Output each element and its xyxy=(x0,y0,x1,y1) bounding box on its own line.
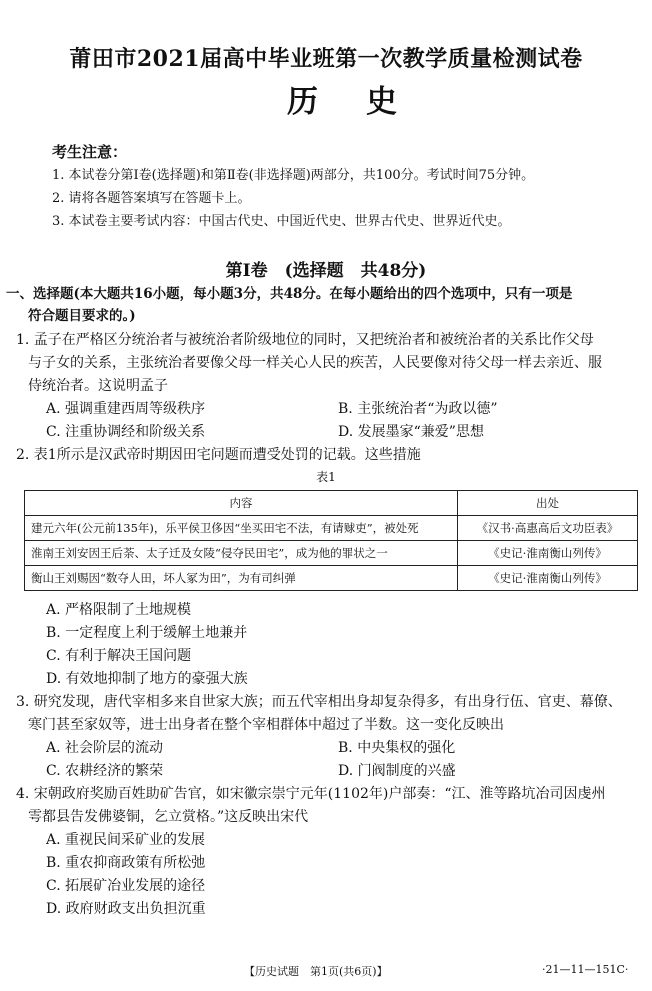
question-stem: 2. 表1所示是汉武帝时期因田宅问题而遭受处罚的记载。这些措施 xyxy=(16,447,421,463)
question-stem: 与子女的关系，主张统治者要像父母一样关心人民的疾苦，人民要像对待父母一样去亲近、服 xyxy=(28,355,602,371)
table-row xyxy=(25,516,638,541)
section-title: 第Ⅰ卷 (选择题 共48分) xyxy=(225,261,427,281)
question-stem: 寒门甚至家奴等，进士出身者在整个宰相群体中超过了半数。这一变化反映出 xyxy=(28,717,504,733)
table-cell: 建元六年(公元前135年)，乐平侯卫侈因“坐买田宅不法，有请赇吏”，被处死 xyxy=(25,516,458,541)
notes-heading: 考生注意： xyxy=(52,143,128,161)
record-table xyxy=(24,490,638,591)
table-cell: 《史记·淮南衡山列传》 xyxy=(458,541,638,566)
question-stem: 1. 孟子在严格区分统治者与被统治者阶级地位的同时，又把统治者和被统治者的关系比作父母 xyxy=(16,332,594,348)
table-header: 内容 xyxy=(25,491,458,516)
table-header-row xyxy=(25,491,638,516)
section-instruction: 符合题目要求的。) xyxy=(28,308,136,324)
table-cell: 淮南王刘安因王后荼、太子迁及女陵“侵夺民田宅”，成为他的罪状之一 xyxy=(25,541,458,566)
option-d: D. 门阀制度的兴盛 xyxy=(338,763,456,779)
option-c: C. 注重协调经和阶级关系 xyxy=(46,424,206,440)
exam-title: 莆田市2021届高中毕业班第一次教学质量检测试卷 xyxy=(69,46,583,72)
note-item: 1. 本试卷分第Ⅰ卷(选择题)和第Ⅱ卷(非选择题)两部分，共100分。考试时间75分钟。 xyxy=(52,168,535,183)
section-instruction: 一、选择题(本大题共16小题，每小题3分，共48分。在每小题给出的四个选项中，只有一项是 xyxy=(6,286,573,302)
question-stem: 4. 宋朝政府奖励百姓助矿告官，如宋徽宗崇宁元年(1102年)户部奏：“江、淮等路坑冶司因虔州 xyxy=(16,786,606,802)
table-header: 出处 xyxy=(458,491,638,516)
option-d: D. 发展墨家“兼爱”思想 xyxy=(338,424,484,440)
option-b: B. 一定程度上利于缓解土地兼并 xyxy=(46,625,248,641)
table-caption: 表1 xyxy=(316,470,336,484)
option-a: A. 重视民间采矿业的发展 xyxy=(46,832,206,848)
note-item: 2. 请将各题答案填写在答题卡上。 xyxy=(52,191,251,206)
table-cell: 《汉书·高惠高后文功臣表》 xyxy=(458,516,638,541)
option-c: C. 农耕经济的繁荣 xyxy=(46,763,164,779)
option-c: C. 有利于解决王国问题 xyxy=(46,648,192,664)
option-a: A. 社会阶层的流动 xyxy=(46,740,164,756)
question-stem: 雩都县告发佛婆铜，乞立赏格。”这反映出宋代 xyxy=(28,809,309,825)
question-stem: 3. 研究发现，唐代宰相多来自世家大族；而五代宰相出身却复杂得多，有出身行伍、官吏、幕僚、 xyxy=(16,694,622,710)
table-row xyxy=(25,566,638,591)
table-row xyxy=(25,541,638,566)
option-b: B. 中央集权的强化 xyxy=(338,740,456,756)
table-cell: 《史记·淮南衡山列传》 xyxy=(458,566,638,591)
option-d: D. 有效地抑制了地方的豪强大族 xyxy=(46,671,248,687)
subject-title: 历史 xyxy=(287,84,445,120)
option-b: B. 重农抑商政策有所松弛 xyxy=(46,855,206,871)
option-a: A. 强调重建西周等级秩序 xyxy=(46,401,206,417)
paper-code: ·21—11—151C· xyxy=(542,963,629,976)
option-d: D. 政府财政支出负担沉重 xyxy=(46,901,206,917)
option-b: B. 主张统治者“为政以德” xyxy=(338,401,498,417)
note-item: 3. 本试卷主要考试内容：中国古代史、中国近代史、世界古代史、世界近代史。 xyxy=(52,214,511,229)
page-footer-label: 【历史试题 第1页(共6页)】 xyxy=(244,965,388,978)
table-cell: 衡山王刘赐因“数夺人田，坏人冢为田”，为有司纠弹 xyxy=(25,566,458,591)
option-a: A. 严格限制了土地规模 xyxy=(46,602,192,618)
option-c: C. 拓展矿冶业发展的途径 xyxy=(46,878,206,894)
question-stem: 侍统治者。这说明孟子 xyxy=(28,378,168,394)
